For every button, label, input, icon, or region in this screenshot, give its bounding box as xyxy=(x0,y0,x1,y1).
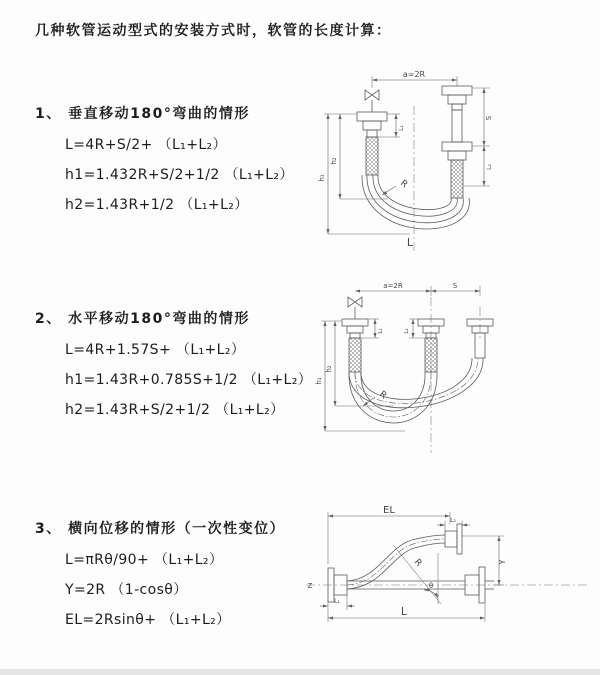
label-r: R xyxy=(411,557,424,569)
page-bottom-edge xyxy=(0,669,600,675)
braided-hose-section xyxy=(425,338,437,372)
label-l: L xyxy=(406,236,414,249)
formula-h1: h1=1.432R+S/2+1/2 （L₁+L₂） xyxy=(65,167,294,183)
label-r: R xyxy=(398,178,410,191)
formula-length: L=πRθ/90+ （L₁+L₂） xyxy=(65,552,224,568)
hose-u-curves-displaced xyxy=(349,358,483,408)
dimension-l1 xyxy=(320,595,355,610)
section-horizontal-movement xyxy=(35,308,312,431)
dim-label-l2: L₂ xyxy=(404,328,410,334)
valve-icon xyxy=(348,297,362,319)
dim-label-h2: h₂ xyxy=(330,157,338,165)
formula-y: Y=2R （1-cosθ） xyxy=(65,582,188,598)
braided-hose-section xyxy=(366,137,378,175)
section-2-heading: 2、 水平移动180°弯曲的情形 xyxy=(35,311,250,327)
diagram-vertical-movement xyxy=(312,66,600,266)
dim-label-s: S xyxy=(485,115,493,121)
axis-marker: Z xyxy=(307,582,313,590)
section-vertical-movement xyxy=(35,103,294,226)
dimension-a2r xyxy=(372,70,457,88)
section-3-heading: 3、 横向位移的情形（一次性变位） xyxy=(35,521,286,537)
dimension-a2r xyxy=(355,282,480,296)
label-theta: θ xyxy=(428,582,434,590)
dimension-y xyxy=(462,536,507,585)
section-lateral-displacement xyxy=(35,518,285,641)
left-pipe-flange xyxy=(357,112,387,175)
dimension-l1 xyxy=(360,319,384,338)
dim-label-a2r: a=2R xyxy=(383,282,403,290)
formula-h2: h2=1.43R+S/2+1/2 （L₁+L₂） xyxy=(65,402,285,418)
dim-label-h1: h₁ xyxy=(315,377,323,385)
diagram-lateral-displacement xyxy=(298,498,600,658)
dim-label-l2: L₂ xyxy=(450,517,456,524)
dim-label-el: EL xyxy=(383,505,395,516)
formula-el: EL=2Rsinθ+ （L₁+L₂） xyxy=(65,612,231,628)
dim-label-h2: h₂ xyxy=(325,365,333,373)
braided-hose-section xyxy=(349,338,361,372)
dim-label-l1: L₁ xyxy=(378,328,384,334)
section-1-heading: 1、 垂直移动180°弯曲的情形 xyxy=(35,106,250,122)
dimension-s xyxy=(431,282,480,291)
diagram-horizontal-movement xyxy=(313,281,600,463)
dim-label-h1: h₁ xyxy=(318,174,326,182)
dimension-s xyxy=(472,88,493,146)
dim-label-l1: L₁ xyxy=(334,598,340,605)
formula-h1: h1=1.43R+0.785S+1/2 （L₁+L₂） xyxy=(65,372,313,388)
dim-label-y: Y xyxy=(498,559,507,565)
dim-label-a2r: a=2R xyxy=(402,70,426,79)
braided-hose-section xyxy=(451,160,463,198)
dimension-l xyxy=(328,604,485,622)
dim-label-s: S xyxy=(452,282,458,290)
dim-label-l2: L₂ xyxy=(486,164,493,170)
label-r: R xyxy=(377,389,389,402)
angle-theta xyxy=(394,546,441,604)
radius-label xyxy=(382,178,409,195)
dim-label-l1: L₁ xyxy=(398,125,405,131)
dimension-h2 xyxy=(330,114,388,199)
formula-length: L=4R+1.57S+ （L₁+L₂） xyxy=(65,342,246,358)
dimension-l2 xyxy=(437,517,470,531)
formula-length: L=4R+S/2+ （L₁+L₂） xyxy=(65,137,227,153)
displaced-flange xyxy=(445,524,462,554)
page-title: 几种软管运动型式的安装方式时，软管的长度计算： xyxy=(35,23,392,39)
dim-label-l: L xyxy=(400,605,408,618)
right-pipe-flange xyxy=(442,86,472,198)
left-pipe-flange xyxy=(342,319,368,372)
formula-h2: h2=1.43R+1/2 （L₁+L₂） xyxy=(65,197,249,213)
dimension-l2 xyxy=(463,146,493,186)
valve-icon xyxy=(365,90,379,112)
